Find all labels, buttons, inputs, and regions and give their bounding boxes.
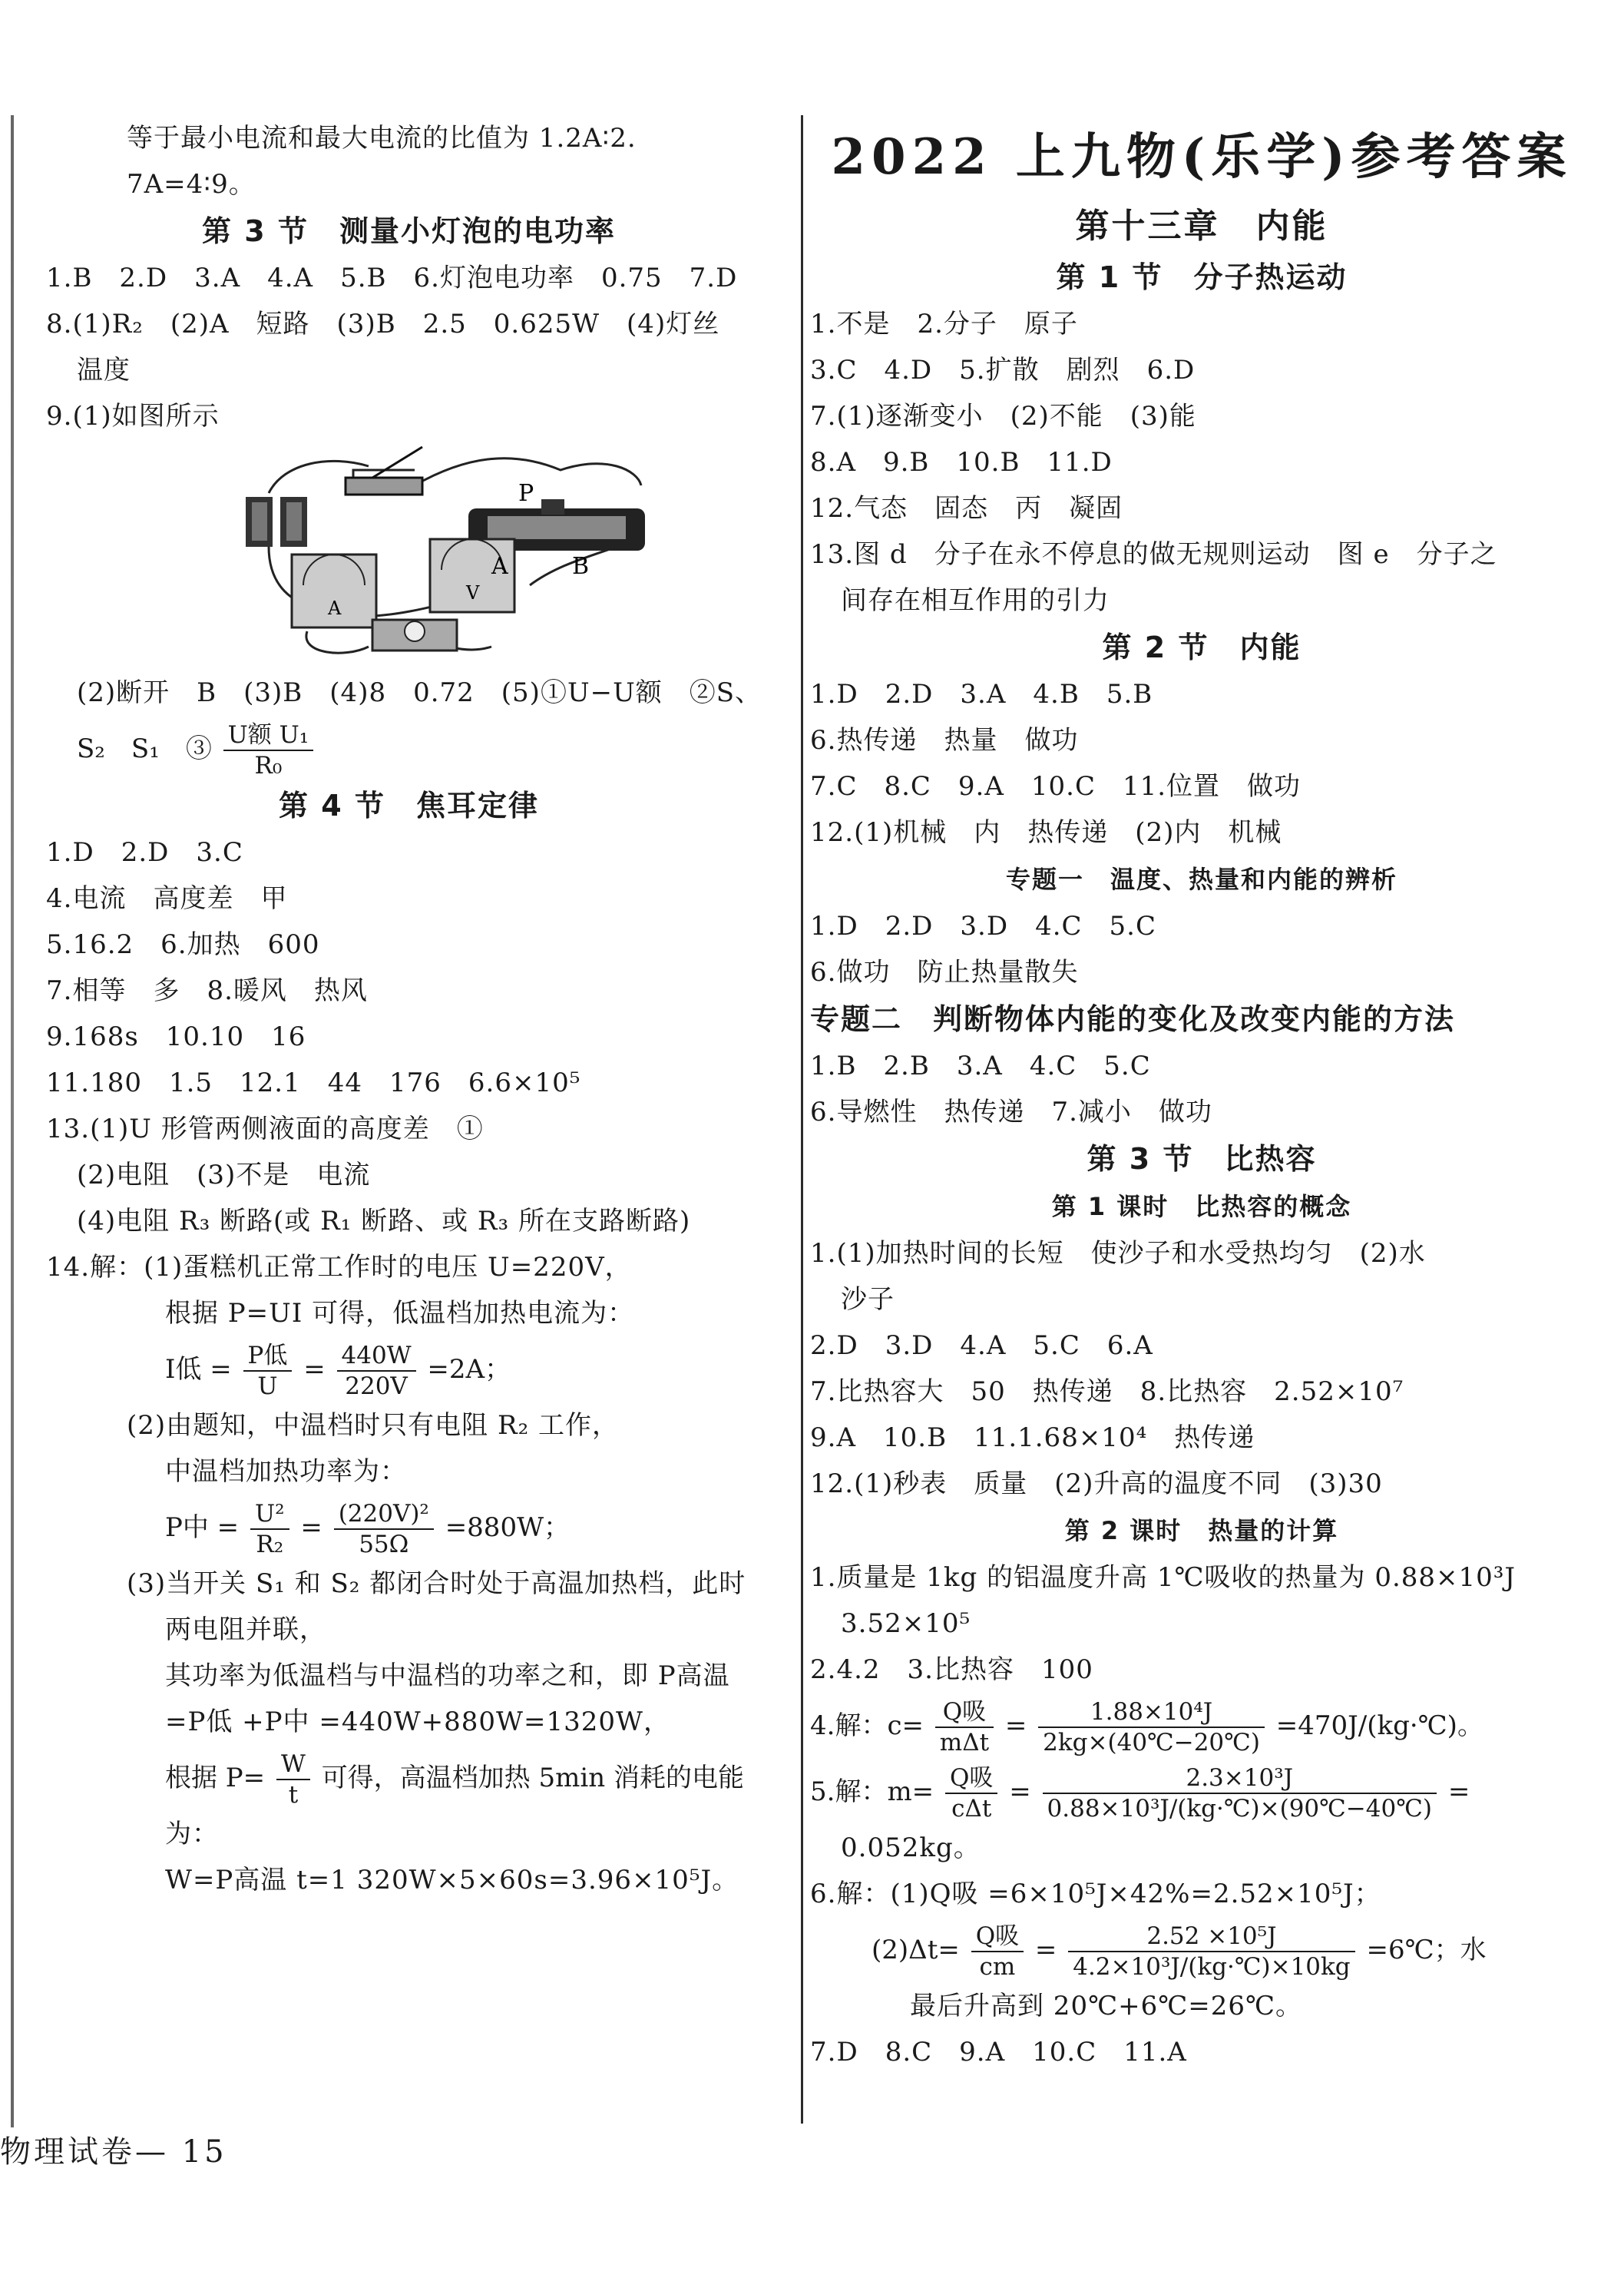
text-line: 13.图 d 分子在永不停息的做无规则运动 图 e 分子之	[810, 539, 1497, 570]
text-span: =	[1009, 1776, 1031, 1807]
text-line: 温度	[77, 355, 131, 386]
text-line: 2.D 3.D 4.A 5.C 6.A	[810, 1330, 1153, 1361]
fraction: $\frac{\text{Q吸}}{cm}$	[971, 1922, 1024, 1981]
text-line: 12.(1)机械 内 热传递 (2)内 机械	[810, 817, 1282, 848]
text-span: I低 =	[165, 1354, 232, 1385]
formula-line	[810, 1693, 1593, 1759]
text-line: 6.热传递 热量 做功	[810, 725, 1079, 756]
text-line: 8.A 9.B 10.B 11.D	[810, 447, 1113, 478]
text-line: 沙子	[841, 1284, 895, 1315]
text-line: 13.(1)U 形管两侧液面的高度差 ①	[46, 1114, 484, 1144]
fraction: $\frac{\text{2.3×10³J}}{\text{0.88×10³J/(kg·℃)×(90℃−40℃)}}$	[1043, 1763, 1437, 1823]
text-span: =	[1004, 1710, 1027, 1741]
text-line: 1.B 2.B 3.A 4.C 5.C	[810, 1051, 1151, 1081]
text-line: 为：	[165, 1819, 219, 1849]
text-line: 1.D 2.D 3.D 4.C 5.C	[810, 911, 1157, 942]
text-span: =	[303, 1354, 326, 1385]
section-title: 第 4 节 焦耳定律	[279, 789, 539, 823]
text-line: 7.比热容大 50 热传递 8.比热容 2.52×10⁷	[810, 1376, 1404, 1407]
text-line: 7.C 8.C 9.A 10.C 11.位置 做功	[810, 771, 1302, 802]
text-line: 1.不是 2.分子 原子	[810, 309, 1078, 339]
label-a: A	[491, 553, 508, 580]
text-line: 7.相等 多 8.暖风 热风	[46, 975, 368, 1006]
right-column	[810, 115, 1593, 2075]
section-title: 第 3 节 比热容	[1087, 1142, 1317, 1176]
chapter-title: 第十三章 内能	[1075, 207, 1328, 246]
text-line: 根据 P=UI 可得，低温档加热电流为：	[165, 1298, 635, 1329]
lamp	[372, 620, 457, 651]
text-line: (2)由题知，中温档时只有电阻 R₂ 工作，	[127, 1410, 620, 1441]
text-line: (3)当开关 S₁ 和 S₂ 都闭合时处于高温加热档，此时	[127, 1568, 746, 1599]
formula-line	[810, 1759, 1593, 1825]
text-line: 8.(1)R₂ (2)A 短路 (3)B 2.5 0.625W (4)灯丝	[46, 309, 720, 339]
text-line: 其功率为低温档与中温档的功率之和，即 P高温	[165, 1660, 730, 1691]
label-p: P	[518, 480, 534, 507]
text-line: 6.导燃性 热传递 7.减小 做功	[810, 1097, 1212, 1127]
text-line: 5.16.2 6.加热 600	[46, 929, 320, 960]
fraction: $\frac{\text{U额 U₁}}{\text{R₀}}$	[223, 720, 314, 780]
text-span: P中 =	[165, 1512, 240, 1543]
text-line: 12.(1)秒表 质量 (2)升高的温度不同 (3)30	[810, 1468, 1383, 1499]
text-span: =6℃；水	[1366, 1935, 1487, 1965]
text-span: =2A；	[427, 1354, 511, 1385]
text-line: 6.解：(1)Q吸 =6×10⁵J×42%=2.52×10⁵J；	[810, 1879, 1381, 1909]
fraction: $\frac{\text{2.52 ×10⁵J}}{\text{4.2×10³J/(kg·℃)×10kg}}$	[1068, 1922, 1354, 1981]
text-line: 1.D 2.D 3.C	[46, 837, 243, 868]
text-span: 根据 P=	[165, 1763, 266, 1793]
fraction: $\frac{\text{P低}}{U}$	[243, 1341, 293, 1401]
text-line: 2.4.2 3.比热容 100	[810, 1654, 1093, 1685]
text-line: 最后升高到 20℃+6℃=26℃。	[910, 1991, 1303, 2021]
text-line: (4)电阻 R₃ 断路(或 R₁ 断路、或 R₃ 所在支路断路)	[77, 1206, 691, 1237]
text-line: 11.180 1.5 12.1 44 176 6.6×10⁵	[46, 1068, 581, 1098]
formula-line	[46, 716, 772, 782]
topic-title: 专题一 温度、热量和内能的辨析	[1005, 865, 1397, 894]
text-line: 7.(1)逐渐变小 (2)不能 (3)能	[810, 401, 1196, 432]
text-line: 1.D 2.D 3.A 4.B 5.B	[810, 679, 1153, 710]
text-line: (2)电阻 (3)不是 电流	[77, 1160, 371, 1190]
text-line: 间存在相互作用的引力	[841, 585, 1110, 616]
formula-line	[46, 1745, 772, 1811]
page-title: 2022 上九物(乐学)参考答案	[831, 128, 1573, 186]
column-divider	[801, 115, 803, 2124]
text-span: S₂ S₁ ③	[77, 733, 212, 764]
text-span: =	[300, 1512, 322, 1543]
text-line: 14.解：(1)蛋糕机正常工作时的电压 U=220V，	[46, 1252, 632, 1283]
text-line: W=P高温 t=1 320W×5×60s=3.96×10⁵J。	[165, 1865, 739, 1895]
text-span: 可得，高温档加热 5min 消耗的电能	[321, 1763, 744, 1793]
left-column	[46, 115, 772, 1903]
formula-line	[46, 1495, 772, 1561]
text-span: =470J/(kg·℃)。	[1275, 1710, 1483, 1741]
text-line: 3.52×10⁵	[841, 1608, 971, 1639]
text-line: =P低 +P中 =440W+880W=1320W，	[165, 1707, 670, 1737]
ammeter-label: A	[328, 598, 342, 619]
text-line: 9.168s 10.10 16	[46, 1021, 306, 1052]
lesson-title: 第 1 课时 比热容的概念	[1051, 1192, 1352, 1221]
text-line: 1.B 2.D 3.A 4.A 5.B 6.灯泡电功率 0.75 7.D	[46, 263, 738, 293]
text-span: (2)Δt=	[872, 1935, 960, 1965]
circuit-diagram	[238, 439, 699, 670]
circuit-figure	[238, 439, 699, 670]
text-line: 中温档加热功率为：	[165, 1456, 407, 1487]
fraction: $\frac{440W}{220V}$	[337, 1341, 416, 1401]
text-span: 4.解：c=	[810, 1710, 924, 1741]
text-span: =	[1447, 1776, 1470, 1807]
page-footer: 物理试卷— 15	[0, 2134, 227, 2170]
section-title: 第 2 节 内能	[1102, 631, 1302, 664]
voltmeter-label: V	[466, 582, 480, 604]
fraction: $\frac{\text{U²}}{\text{R₂}}$	[250, 1499, 289, 1559]
text-line: 12.气态 固态 丙 凝固	[810, 493, 1123, 524]
fraction: $\frac{\text{Q吸}}{\text{mΔt}}$	[935, 1697, 994, 1757]
text-span: 5.解：m=	[810, 1776, 934, 1807]
text-line: 两电阻并联，	[165, 1614, 326, 1645]
text-line: 9.(1)如图所示	[46, 401, 220, 432]
topic-title: 专题二 判断物体内能的变化及改变内能的方法	[810, 1002, 1456, 1036]
text-line: 等于最小电流和最大电流的比值为 1.2A∶2.	[127, 123, 637, 154]
section-title: 第 1 节 分子热运动	[1056, 260, 1348, 294]
text-line: 3.C 4.D 5.扩散 剧烈 6.D	[810, 355, 1196, 386]
fraction: $\frac{\text{1.88×10⁴J}}{2kg\times(40℃-20℃)}$	[1038, 1697, 1265, 1757]
scan-edge	[11, 115, 14, 2127]
text-line: 6.做功 防止热量散失	[810, 957, 1079, 988]
section-title: 第 3 节 测量小灯泡的电功率	[202, 214, 616, 248]
text-line: 7A=4∶9。	[127, 169, 256, 200]
text-line: 1.质量是 1kg 的铝温度升高 1℃吸收的热量为 0.88×10³J	[810, 1562, 1517, 1593]
battery	[246, 497, 307, 547]
text-line: 9.A 10.B 11.1.68×10⁴ 热传递	[810, 1422, 1255, 1453]
formula-line	[46, 1336, 772, 1402]
text-line: 1.(1)加热时间的长短 使沙子和水受热均匀 (2)水	[810, 1238, 1426, 1269]
text-span: =880W；	[445, 1512, 571, 1543]
formula-line	[810, 1917, 1593, 1983]
text-line: 0.052kg。	[841, 1832, 981, 1863]
text-line: 7.D 8.C 9.A 10.C 11.A	[810, 2037, 1187, 2068]
fraction: $\frac{\text{(220V)²}}{55\Omega}$	[334, 1499, 434, 1559]
fraction: $\frac{W}{t}$	[276, 1750, 310, 1809]
fraction: $\frac{\text{Q吸}}{\text{cΔt}}$	[945, 1763, 997, 1823]
lesson-title: 第 2 课时 热量的计算	[1064, 1516, 1339, 1545]
text-span: =	[1034, 1935, 1057, 1965]
text-line: (2)断开 B (3)B (4)8 0.72 (5)①U−U额 ②S、	[77, 677, 762, 708]
text-line: 4.电流 高度差 甲	[46, 883, 288, 914]
label-b: B	[572, 553, 590, 580]
